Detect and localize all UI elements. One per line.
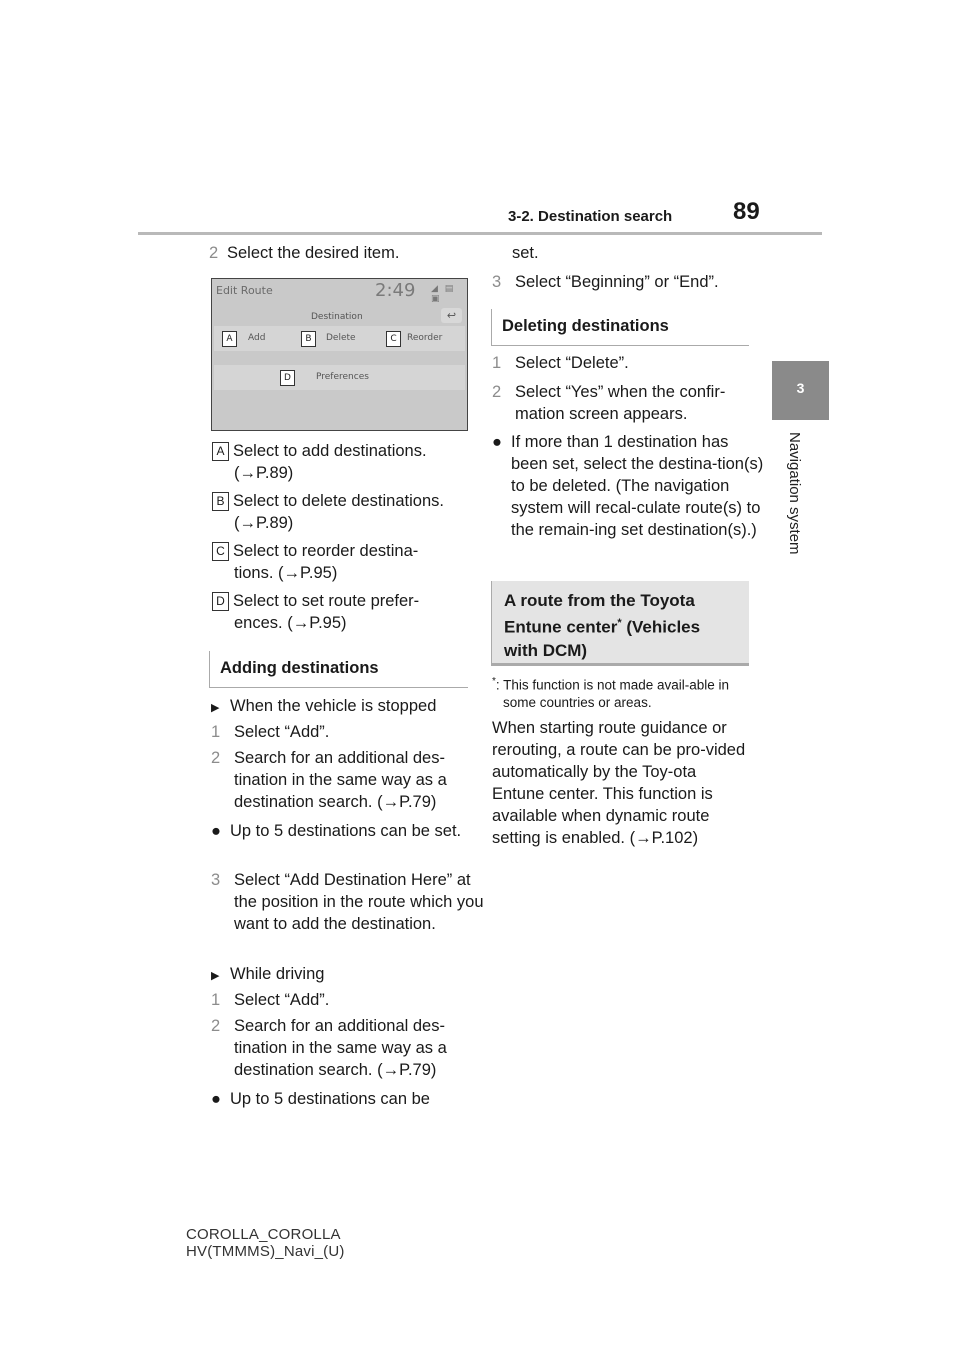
callout-description-d: D Select to set route prefer-ences. (→P.95) xyxy=(212,590,444,634)
deleting-destinations-heading: Deleting destinations xyxy=(491,309,749,346)
page-number: 89 xyxy=(733,198,760,225)
button-row xyxy=(214,326,465,351)
stopped-step-3: 3 Select “Add Destination Here” at the position in the route which you want to add the destination. xyxy=(211,871,484,933)
delete-bullet: ● If more than 1 destination has been set, select the destina-tion(s) to be deleted. (The navigation system will recal-culate route(s) to the remain-ing set destination(s).) xyxy=(492,433,764,539)
entune-body: When starting route guidance or rerouting, a route can be pro-vided automatically by the Toy-ota Entune center. This function is available when dynamic route setting is enabled. (→P.102) xyxy=(492,719,746,847)
delete-button[interactable]: Delete xyxy=(326,333,356,343)
callout-description-b: B Select to delete destinations. (→P.89) xyxy=(212,490,489,534)
screen-heading: Destination xyxy=(311,312,363,322)
section-title: 3-2. Destination search xyxy=(508,208,673,225)
screen-title: Edit Route xyxy=(216,284,273,297)
driving-label: ▶ While driving xyxy=(211,963,480,987)
back-icon[interactable]: ↩ xyxy=(441,308,462,323)
adding-destinations-heading: Adding destinations xyxy=(209,651,468,688)
continued-text: set. xyxy=(512,244,539,262)
chapter-label: Navigation system xyxy=(786,432,803,555)
status-icons: ◢ ▤ ▣ xyxy=(431,284,456,304)
screen-clock: 2:49 xyxy=(375,280,416,301)
footnote: *: This function is not made avail-able in some countries or areas. xyxy=(492,676,730,710)
preferences-row[interactable] xyxy=(214,365,465,390)
header-rule xyxy=(138,232,822,235)
stopped-bullet: ● Up to 5 destinations can be set. xyxy=(211,822,462,840)
stopped-step-2: 2 Search for an additional des-tination in the same way as a destination search. (→P.79) xyxy=(211,749,447,811)
document-code: COROLLA_COROLLA HV(TMMMS)_Navi_(U) xyxy=(186,1226,345,1260)
stopped-label: ▶ When the vehicle is stopped xyxy=(211,695,480,719)
arrow-icon: ▶ xyxy=(211,970,220,982)
callout-a: A xyxy=(222,331,237,347)
entune-route-heading: A route from the Toyota Entune center* (Vehicles with DCM) xyxy=(491,581,749,666)
driving-bullet: ● Up to 5 destinations can be xyxy=(211,1090,430,1108)
bullet-icon: ● xyxy=(211,1090,221,1108)
step-select-item: 2 Select the desired item. xyxy=(209,244,400,262)
step-beginning-end: 3 Select “Beginning” or “End”. xyxy=(492,273,719,291)
arrow-icon: ▶ xyxy=(211,702,220,714)
reorder-button[interactable]: Reorder xyxy=(407,333,443,343)
callout-description-a: A Select to add destinations. (→P.89) xyxy=(212,440,484,484)
bullet-icon: ● xyxy=(211,822,221,840)
edit-route-screenshot xyxy=(211,278,468,431)
driving-step-2: 2 Search for an additional des-tination in the same way as a destination search. (→P.79) xyxy=(211,1017,447,1079)
bullet-icon: ● xyxy=(492,433,502,451)
add-button[interactable]: Add xyxy=(248,333,266,343)
callout-d: D xyxy=(280,370,295,386)
chapter-tab: 3 xyxy=(772,361,829,420)
delete-step-1: 1 Select “Delete”. xyxy=(492,354,629,372)
callout-c: C xyxy=(386,331,401,347)
stopped-step-1: 1 Select “Add”. xyxy=(211,723,330,741)
callout-b: B xyxy=(301,331,316,347)
preferences-button[interactable]: Preferences xyxy=(316,372,369,382)
callout-description-c: C Select to reorder destina-tions. (→P.95) xyxy=(212,540,444,584)
driving-step-1: 1 Select “Add”. xyxy=(211,991,330,1009)
delete-step-2: 2 Select “Yes” when the confir-mation screen appears. xyxy=(492,383,726,423)
